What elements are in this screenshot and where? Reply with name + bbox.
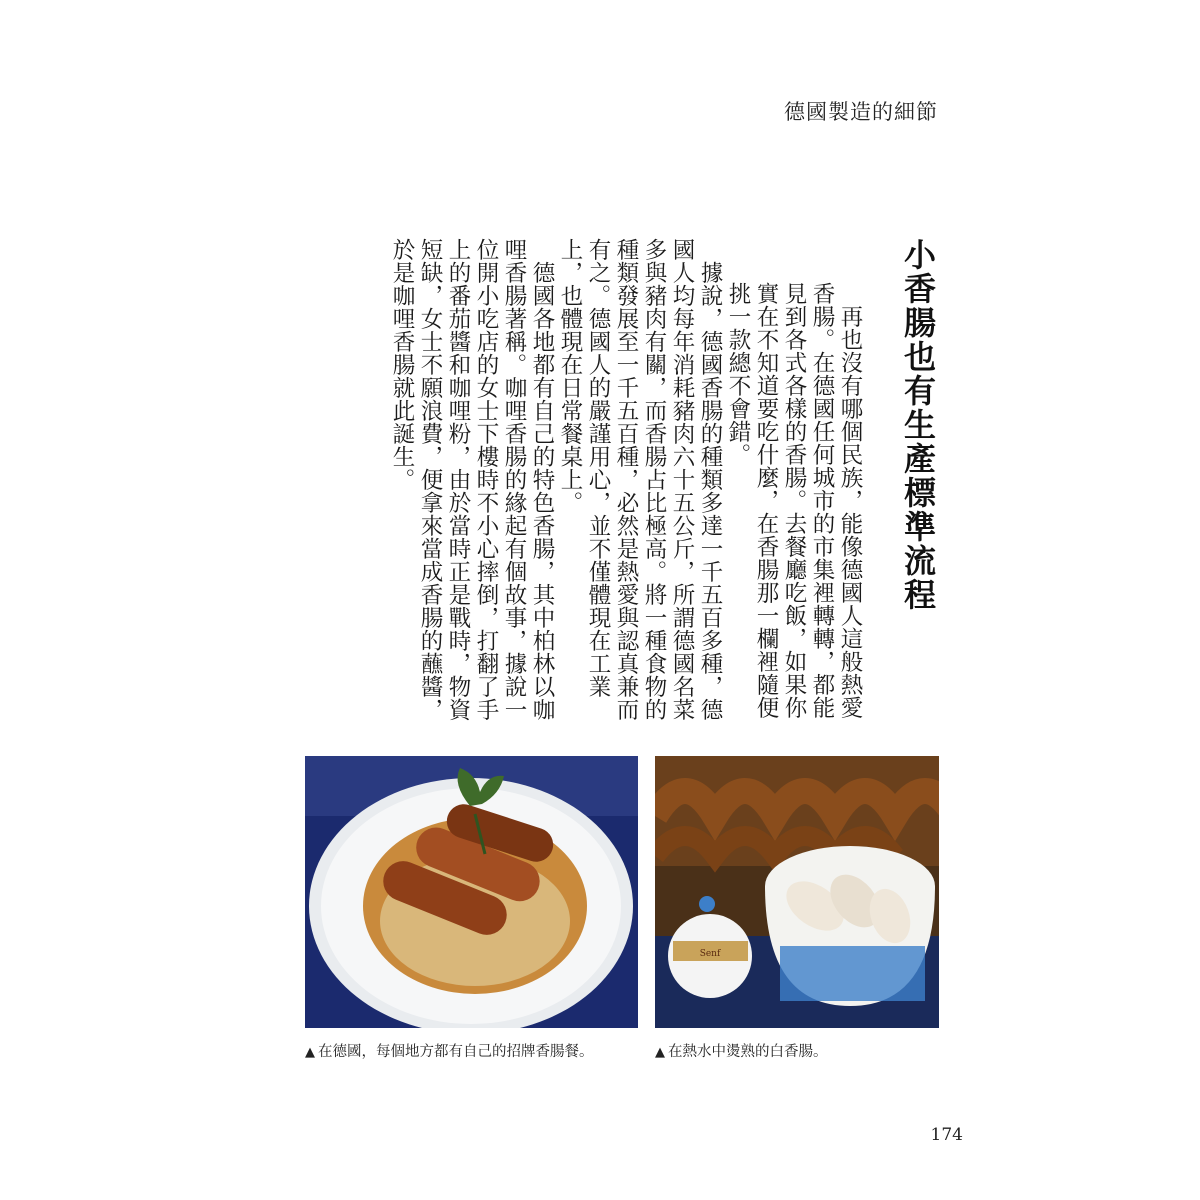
paragraph: 據說，德國香腸的種類多達一千五百多種，德國人均每年消耗豬肉六十五公斤，所謂德國名菜多與豬肉有關，而香腸占比極高。將一種食物的種類發展至一千五百種，必然是熱愛與認真兼而有之。德國人的嚴謹用心，並不僅體現在工業上，也體現在日常餐桌上。 xyxy=(557,238,723,721)
article xyxy=(388,238,944,728)
paragraph: 德國各地都有自己的特色香腸，其中柏林以咖哩香腸著稱。咖哩香腸的緣起有個故事，據說一位開小吃店的女士下樓時不小心摔倒，打翻了手上的番茄醬和咖哩粉，由於當時正是戰時，物資短缺，女士不願浪費，便拿來當成香腸的蘸醬，於是咖哩香腸就此誕生。 xyxy=(389,238,555,721)
triangle-up-icon: ▲ xyxy=(655,1045,665,1060)
section-title: 小香腸也有生產標準流程 xyxy=(899,238,937,612)
caption-text: 在德國，每個地方都有自己的招牌香腸餐。 xyxy=(318,1044,594,1060)
triangle-up-icon: ▲ xyxy=(305,1045,315,1060)
running-header: 德國製造的細節 xyxy=(784,100,938,124)
jar-label: Senf xyxy=(699,949,721,959)
figure-caption xyxy=(655,1040,828,1061)
caption-text: 在熱水中燙熟的白香腸。 xyxy=(668,1044,828,1060)
figure-caption xyxy=(305,1040,594,1061)
white-sausage-photo xyxy=(655,756,939,1028)
sausage-plate-photo xyxy=(305,756,638,1028)
page-number: 174 xyxy=(930,1125,963,1145)
paragraph: 再也沒有哪個民族，能像德國人這般熱愛香腸。在德國任何城市的市集裡轉轉，都能見到各式各樣的香腸。去餐廳吃飯，如果你實在不知道要吃什麼，在香腸那一欄裡隨便挑一款總不會錯。 xyxy=(725,282,863,719)
